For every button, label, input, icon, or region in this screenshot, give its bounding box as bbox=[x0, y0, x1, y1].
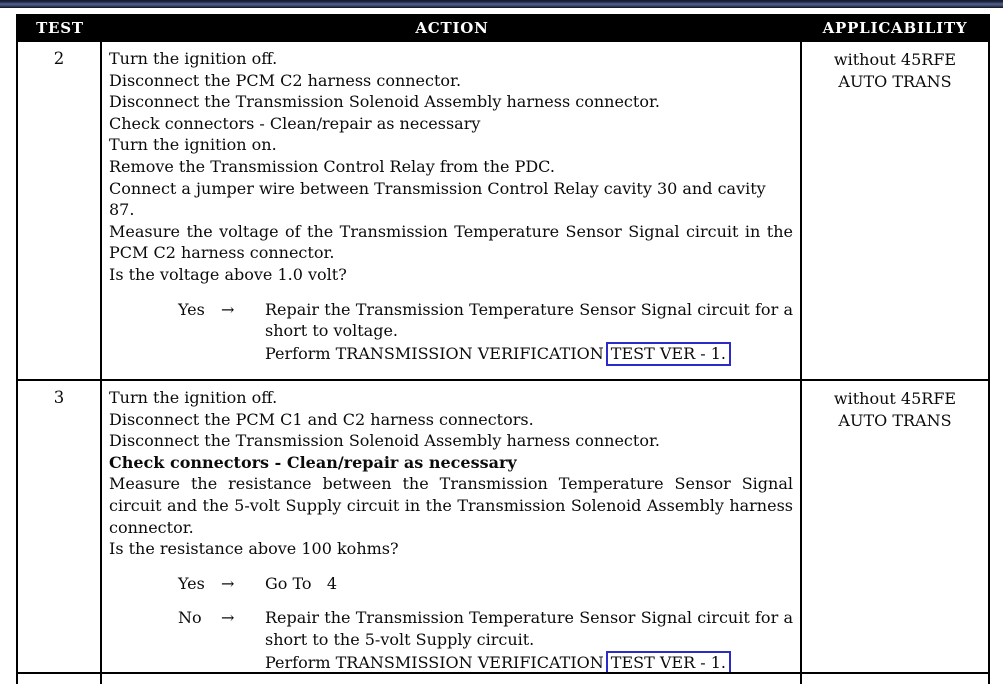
decision-text: Go To 4 bbox=[265, 573, 337, 593]
column-header-test: TEST bbox=[36, 19, 84, 37]
action-cell bbox=[102, 381, 802, 672]
arrow-icon: → bbox=[221, 573, 235, 593]
window-top-strip bbox=[0, 0, 1003, 8]
test-ver-link[interactable]: TEST VER - 1. bbox=[606, 651, 731, 672]
test-ver-link[interactable]: TEST VER - 1. bbox=[606, 342, 731, 366]
table-header-row bbox=[18, 16, 988, 40]
decision-label: Yes bbox=[178, 573, 205, 593]
perform-instruction: Perform TRANSMISSION VERIFICATION TEST VER - 1. bbox=[265, 342, 793, 366]
action-step: Remove the Transmission Control Relay from the PDC. bbox=[109, 156, 555, 176]
applicability-cell bbox=[802, 42, 988, 379]
table-row-test-3 bbox=[18, 379, 988, 672]
decision-no bbox=[109, 607, 793, 672]
decision-text: Repair the Transmission Temperature Sensor Signal circuit for a short to voltage. bbox=[265, 299, 793, 341]
action-step: Turn the ignition on. bbox=[109, 135, 277, 155]
action-step: Connect a jumper wire between Transmission Control Relay cavity 30 and cavity 87. bbox=[109, 178, 766, 220]
applicability-line: AUTO TRANS bbox=[838, 411, 952, 430]
action-step: Turn the ignition off. bbox=[109, 388, 278, 407]
action-step: Check connectors - Clean/repair as necessary bbox=[109, 113, 481, 133]
action-step: Disconnect the Transmission Solenoid Assembly harness connector. bbox=[109, 431, 660, 451]
action-step: Check connectors - Clean/repair as necessary bbox=[109, 452, 517, 472]
action-step: Disconnect the PCM C1 and C2 harness connectors. bbox=[109, 409, 534, 429]
action-step: Measure the voltage of the Transmission Temperature Sensor Signal circuit in the PCM C2 harness connector. bbox=[109, 221, 793, 263]
arrow-icon: → bbox=[221, 608, 235, 628]
perform-instruction: Perform TRANSMISSION VERIFICATION TEST VER - 1. bbox=[265, 651, 793, 672]
arrow-icon: → bbox=[221, 299, 235, 319]
decision-yes bbox=[109, 573, 793, 595]
action-step: Measure the resistance between the Transmission Temperature Sensor Signal circuit and the 5-volt Supply circuit in the Transmission Solenoid Assembly harness connector. bbox=[109, 474, 793, 537]
table-row-partial bbox=[18, 672, 988, 684]
applicability-line: without 45RFE bbox=[833, 389, 957, 408]
table-row-test-2 bbox=[18, 40, 988, 379]
decision-label: Yes bbox=[178, 299, 205, 319]
applicability-cell bbox=[802, 381, 988, 672]
decision-yes bbox=[109, 299, 793, 366]
decision-text: Repair the Transmission Temperature Sensor Signal circuit for a short to the 5-volt Supply circuit. bbox=[265, 608, 793, 649]
action-question: Is the resistance above 100 kohms? bbox=[109, 539, 399, 559]
column-header-applicability: APPLICABILITY bbox=[822, 19, 968, 37]
column-header-action: ACTION bbox=[415, 19, 489, 37]
action-cell bbox=[102, 42, 802, 379]
test-number: 3 bbox=[18, 381, 102, 672]
action-question: Is the voltage above 1.0 volt? bbox=[109, 264, 347, 284]
action-step: Disconnect the Transmission Solenoid Assembly harness connector. bbox=[109, 92, 660, 112]
decision-label: No bbox=[178, 608, 202, 628]
applicability-line: AUTO TRANS bbox=[838, 72, 952, 91]
action-step: Turn the ignition off. bbox=[109, 49, 278, 68]
diagnostic-test-table bbox=[16, 14, 990, 684]
applicability-line: without 45RFE bbox=[833, 50, 957, 69]
test-number: 2 bbox=[18, 42, 102, 379]
action-step: Disconnect the PCM C2 harness connector. bbox=[109, 70, 462, 90]
